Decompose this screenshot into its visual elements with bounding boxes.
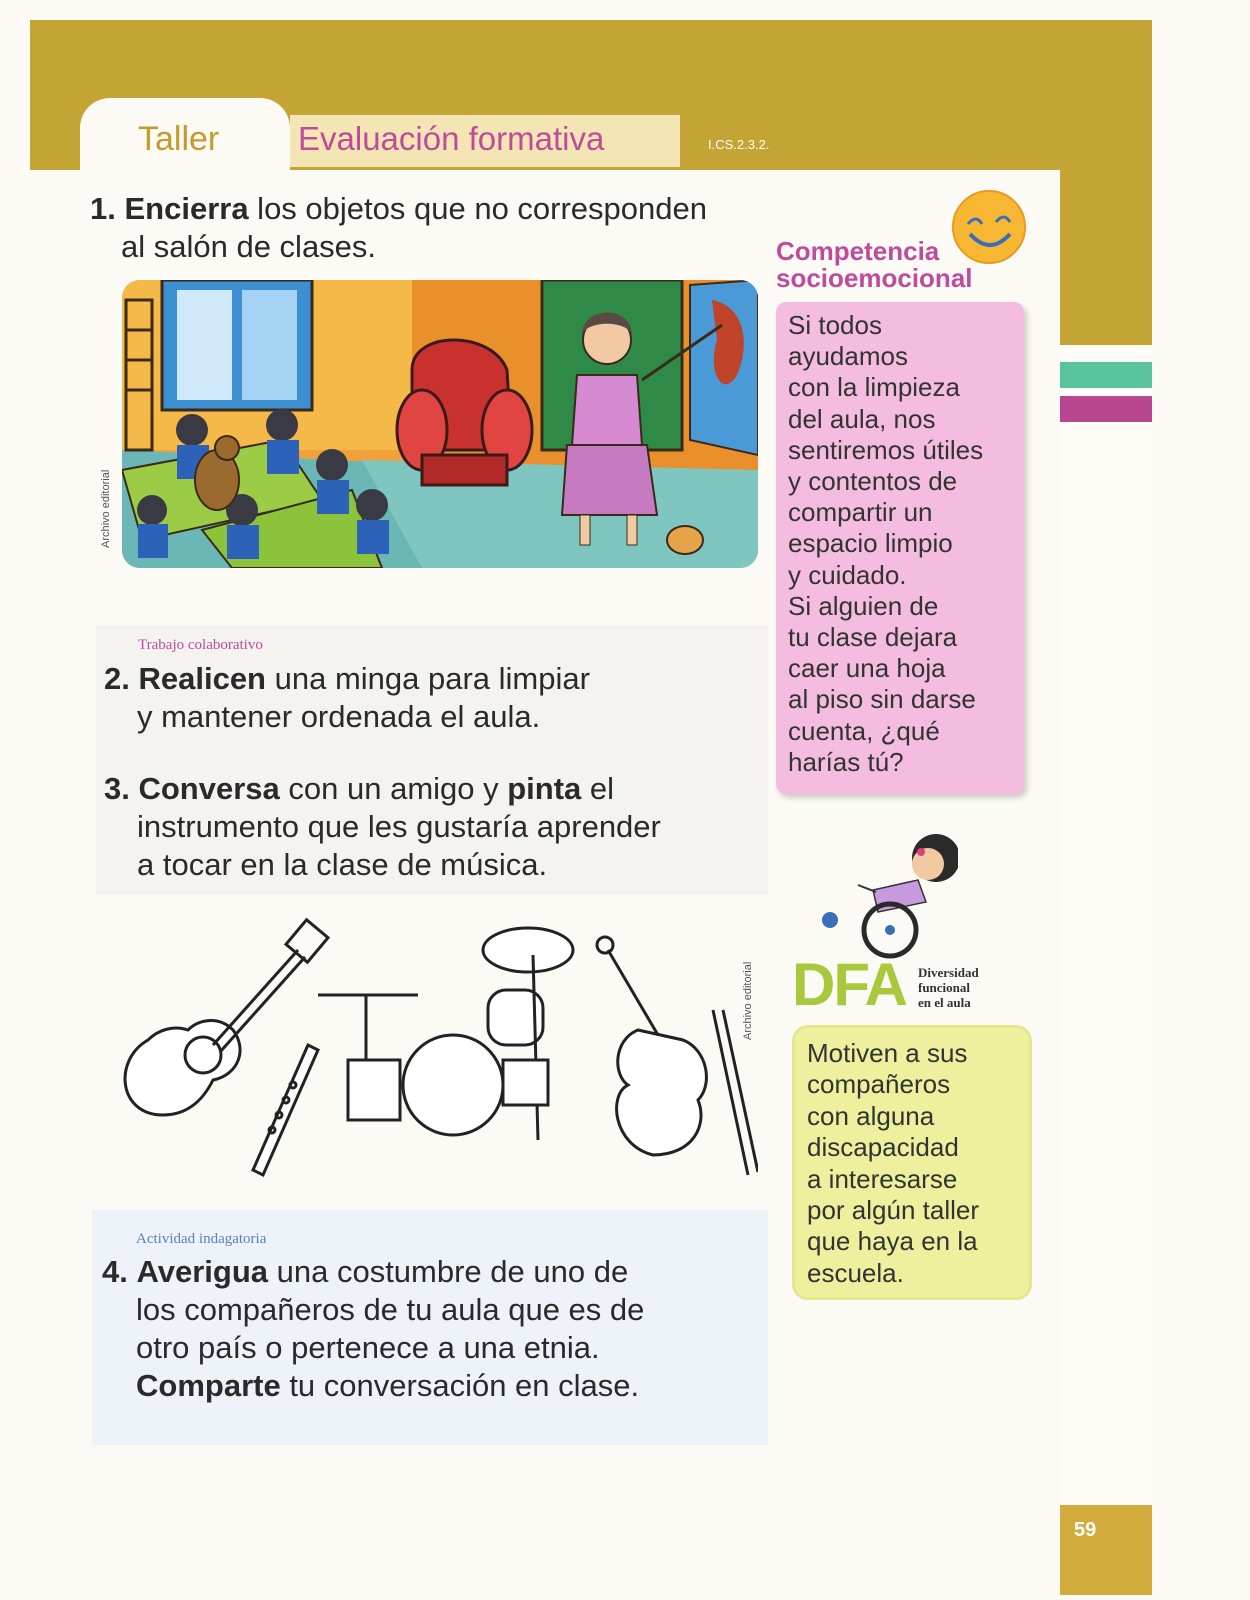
- dfa-sub-line: funcional: [918, 980, 971, 995]
- pink-line: harías tú?: [788, 746, 904, 777]
- instruments-illustration: [108, 910, 758, 1190]
- competencia-title: [776, 238, 973, 292]
- pink-line: compartir un: [788, 497, 933, 528]
- q4-line1: una costumbre de uno de: [268, 1254, 629, 1289]
- pink-line: caer una hoja: [788, 653, 946, 684]
- dfa-subtitle: [918, 965, 979, 1010]
- q3-verb: Conversa: [138, 771, 280, 806]
- q3-line2: instrumento que les gustaría aprender: [137, 809, 661, 844]
- q4-line3: otro país o pertenece a una etnia.: [136, 1330, 600, 1365]
- dfa-sub-line: Diversidad: [918, 965, 979, 980]
- recorder-icon: [253, 1045, 318, 1175]
- q2-line1: una minga para limpiar: [266, 661, 590, 696]
- yellow-line: por algún taller: [807, 1195, 979, 1226]
- question-1: [90, 190, 707, 266]
- q3-line1-end: el: [581, 771, 615, 806]
- pink-line: tu clase dejara: [788, 622, 958, 653]
- q1-number: 1.: [90, 191, 116, 226]
- q3-verb2: pinta: [507, 771, 582, 806]
- q1-verb: Encierra: [124, 191, 249, 226]
- pink-line: Si alguien de: [788, 590, 939, 621]
- pink-line: espacio limpio: [788, 528, 953, 559]
- q4-line2: los compañeros de tu aula que es de: [136, 1292, 645, 1327]
- image-credit-2: Archivo editorial: [742, 961, 754, 1040]
- question-3: [104, 770, 661, 884]
- q4-number: 4.: [102, 1254, 128, 1289]
- pink-line: y cuidado.: [788, 559, 907, 590]
- question-4: [102, 1253, 644, 1405]
- pink-line: al piso sin darse: [788, 684, 976, 715]
- right-gold-band: [1060, 170, 1152, 345]
- question-2: [104, 660, 590, 736]
- pink-line: sentiremos útiles: [788, 434, 984, 465]
- q1-line2: al salón de clases.: [121, 229, 377, 264]
- yellow-line: escuela.: [807, 1257, 904, 1288]
- pink-line: y contentos de: [788, 466, 958, 497]
- competencia-line2: socioemocional: [776, 263, 973, 293]
- dfa-logo: DFA: [792, 951, 906, 1018]
- pink-line: ayudamos: [788, 341, 908, 372]
- yellow-line: discapacidad: [807, 1132, 959, 1163]
- yellow-line: compañeros: [807, 1069, 951, 1100]
- green-stripe: [1060, 362, 1152, 388]
- q4-verb: Averigua: [136, 1254, 268, 1289]
- tab-taller: Taller: [80, 98, 290, 188]
- white-stripe: [1060, 388, 1152, 396]
- drum-kit-icon: [318, 928, 573, 1140]
- pink-line: cuenta, ¿qué: [788, 715, 940, 746]
- socioemotional-box: [776, 302, 1024, 794]
- image-credit-1: Archivo editorial: [100, 469, 112, 548]
- q2-line2: y mantener ordenada el aula.: [137, 699, 541, 734]
- competencia-line1: Competencia: [776, 236, 940, 266]
- tab-evaluacion-formativa: Evaluación formativa: [290, 115, 680, 167]
- collab-label: Trabajo colaborativo: [138, 637, 263, 653]
- q3-mid: con un amigo y: [279, 771, 508, 806]
- q3-number: 3.: [104, 771, 130, 806]
- q4-verb2: Comparte: [136, 1368, 281, 1403]
- yellow-line: Motiven a sus: [807, 1038, 968, 1068]
- dfa-box: [792, 1025, 1032, 1300]
- violin-icon: [597, 937, 758, 1175]
- q2-verb: Realicen: [138, 661, 266, 696]
- dfa-sub-line: en el aula: [918, 995, 971, 1010]
- indag-label: Actividad indagatoria: [136, 1231, 267, 1247]
- pink-line: con la limpieza: [788, 372, 960, 403]
- classroom-illustration: [122, 280, 758, 568]
- yellow-line: a interesarse: [807, 1163, 958, 1194]
- pink-line: del aula, nos: [788, 403, 936, 434]
- page-number: 59: [1060, 1505, 1152, 1595]
- wheelchair-girl-icon: [818, 830, 958, 960]
- yellow-line: que haya en la: [807, 1226, 978, 1257]
- q4-line4: tu conversación en clase.: [280, 1368, 640, 1403]
- pink-line: Si todos: [788, 310, 882, 340]
- yellow-line: con alguna: [807, 1100, 935, 1131]
- curriculum-code: I.CS.2.3.2.: [708, 137, 770, 152]
- q3-line3: a tocar en la clase de música.: [137, 847, 548, 882]
- q1-line1: los objetos que no corresponden: [248, 191, 707, 226]
- q2-number: 2.: [104, 661, 130, 696]
- magenta-stripe: [1060, 396, 1152, 422]
